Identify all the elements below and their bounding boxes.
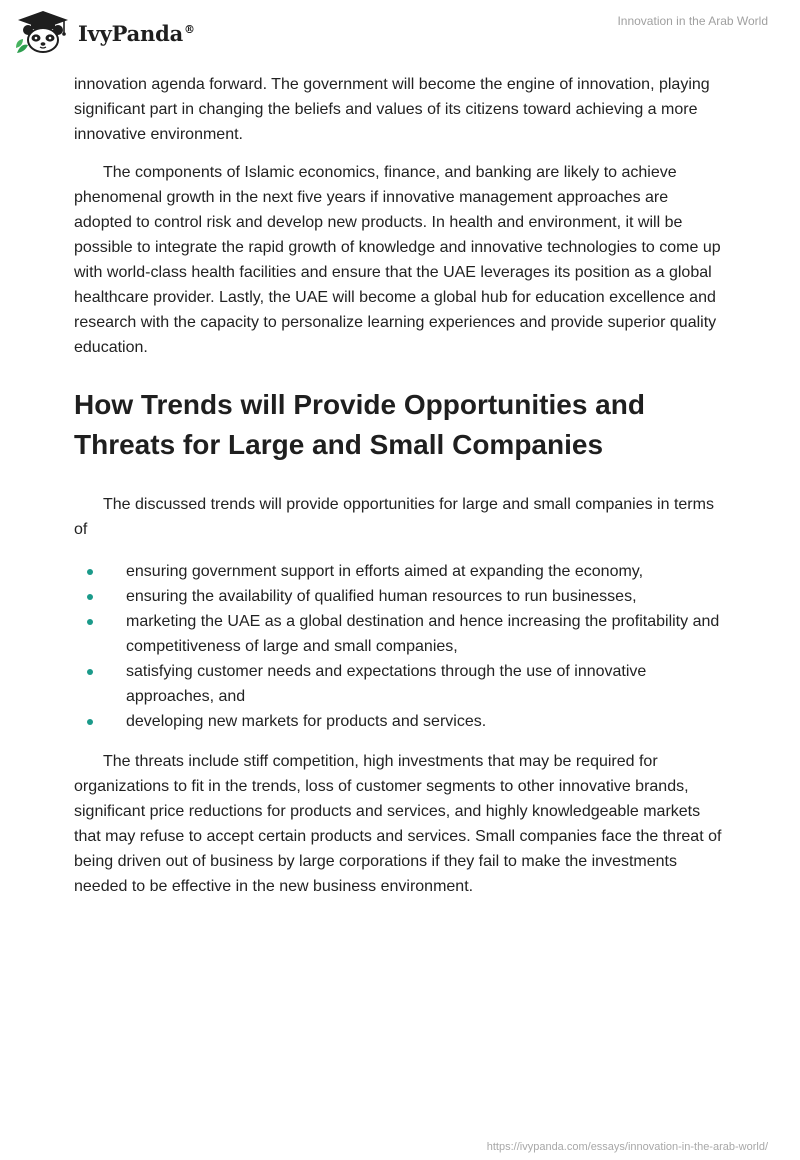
section-heading: How Trends will Provide Opportunities and Threats for Large and Small Companies [74,389,645,460]
list-item: developing new markets for products and services. [74,709,728,734]
ivypanda-logo[interactable] [14,9,195,55]
paragraph-trends: The discussed trends will provide opportunities for large and small companies in terms of [74,496,714,538]
opportunities-list [74,559,728,734]
list-item: marketing the UAE as a global destination and hence increasing the profitability and competitiveness of large and small companies, [74,609,728,659]
panda-graduation-cap-icon [14,9,72,55]
paragraph-islamic-economics: The components of Islamic economics, finance, and banking are likely to achieve phenomenal growth in the next five years if innovative management approaches are adopted to control risk and develop new products. In health and environment, it will be possible to integrate the rapid growth of knowledge and innovative technologies to come up with world-class health facilities and ensure that the UAE leverages its position as a global healthcare provider. Lastly, the UAE will become a global hub for education excellence and research with the capacity to personalize learning experiences and provide superior quality education. [74,164,721,356]
bullet-icon [87,719,93,725]
document-title: Innovation in the Arab World [617,14,768,28]
paragraph-threats: The threats include stiff competition, high investments that may be required for organizations to fit in the trends, loss of customer segments to other innovative brands, significant price reductions for products and services, and highly knowledgeable markets that may refuse to accept certain products and services. Small companies face the threat of being driven out of business by large corporations if they fail to make the investments needed to be effective in the new business environment. [74,753,722,895]
page-header [0,0,800,70]
list-item: ensuring the availability of qualified human resources to run businesses, [74,584,728,609]
bullet-icon [87,569,93,575]
bullet-icon [87,669,93,675]
bullet-icon [87,594,93,600]
bullet-icon [87,619,93,625]
list-item: ensuring government support in efforts aimed at expanding the economy, [74,559,728,584]
source-url-link[interactable]: https://ivypanda.com/essays/innovation-in-the-arab-world/ [486,1141,768,1153]
essay-content [74,72,728,899]
paragraph-intro: innovation agenda forward. The government will become the engine of innovation, playing significant part in changing the beliefs and values of its citizens toward achieving a more innovative environment. [74,76,710,143]
logo-text: IvyPanda® [78,20,195,46]
list-item: satisfying customer needs and expectations through the use of innovative approaches, and [74,659,728,709]
